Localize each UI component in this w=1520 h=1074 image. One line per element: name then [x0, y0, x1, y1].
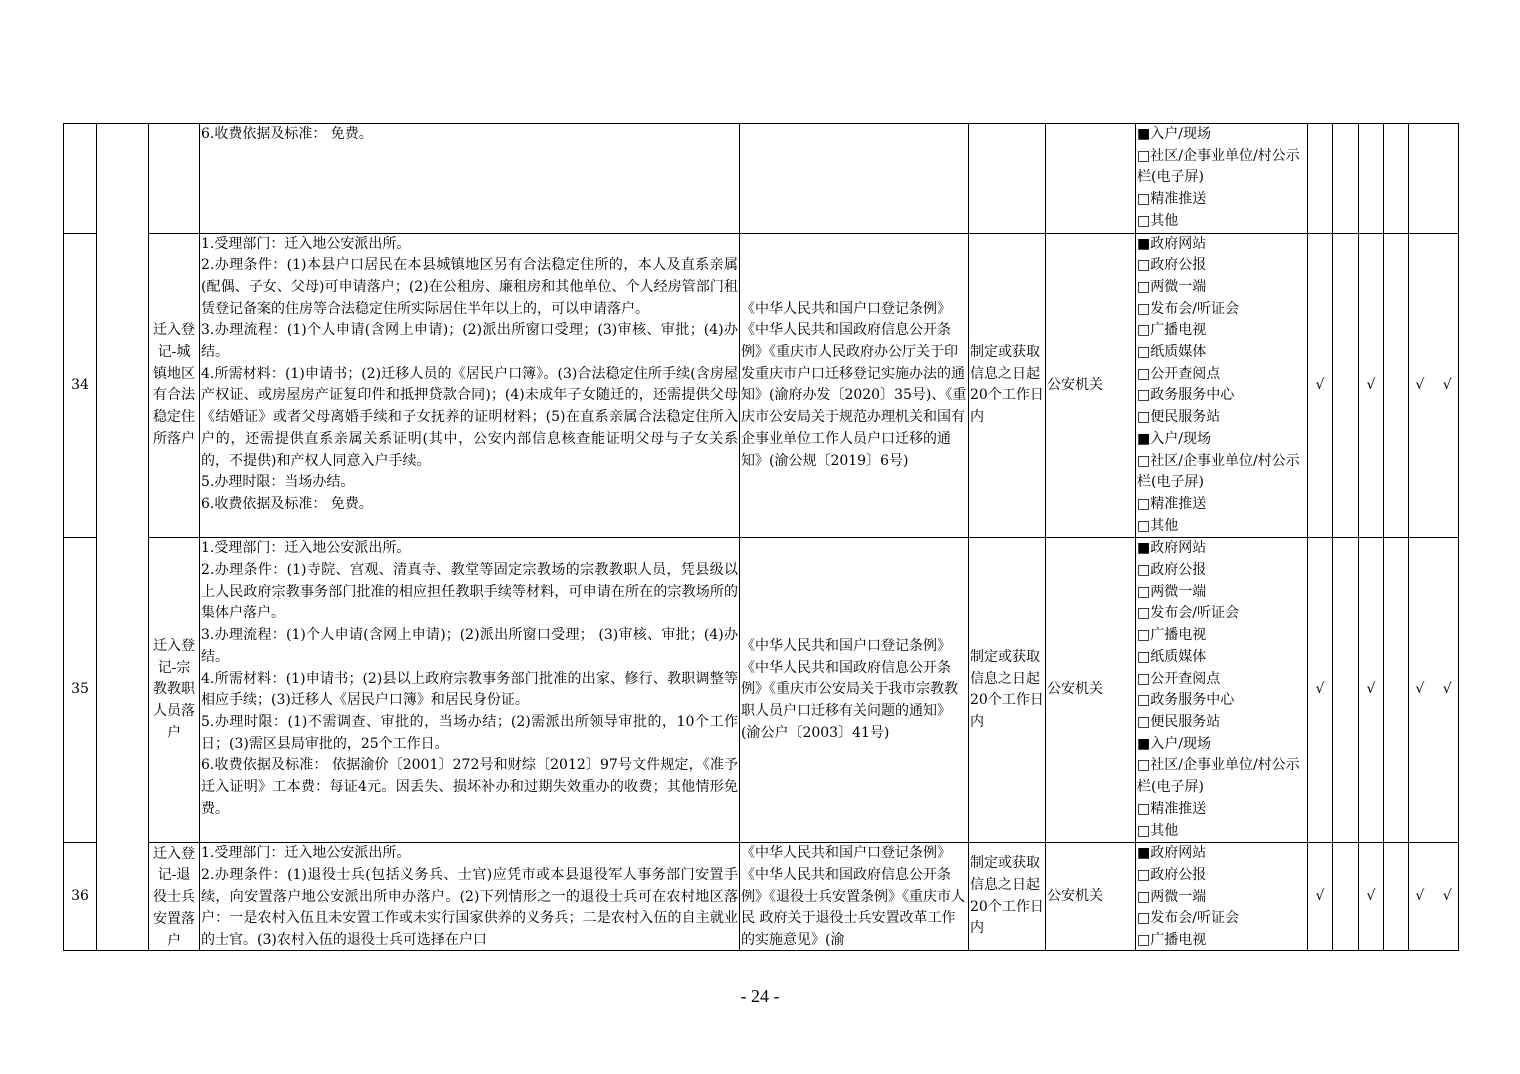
check-cell: √ √: [1409, 538, 1459, 843]
row-number: 35: [64, 538, 97, 843]
check-cell: [1333, 843, 1359, 951]
table-row: [64, 538, 1459, 843]
item-basis: 《中华人民共和国户口登记条例》《中华人民共和国政府信息公开条例》《退役士兵安置条例》《重庆市人民 政府关于退役士兵安置改革工作的实施意见》(渝: [740, 843, 969, 951]
item-subject: 公安机关: [1046, 843, 1136, 951]
item-basis: [740, 124, 969, 234]
check-cell: [1359, 124, 1384, 234]
check-cell: √: [1359, 233, 1384, 538]
item-basis: 《中华人民共和国户口登记条例》《中华人民共和国政府信息公开条例》《重庆市人民政府办公厅关于印发重庆市户口迁移登记实施办法的通知》(渝府办发〔2020〕35号)、《重庆市公安局关于规范办理机关和国有企事业单位工作人员户口迁移的通知》(渝公规〔2019〕6号): [740, 233, 969, 538]
item-name: 迁入登 记-退 役士兵 安置落 户: [149, 843, 200, 951]
page-number: - 24 -: [740, 986, 780, 1006]
check-cell: √: [1359, 538, 1384, 843]
item-channels: ■政府网站 □政府公报 □两微一端 □发布会/听证会 □广播电视 □纸质媒体 □公开查阅点 □政务服务中心 □便民服务站 ■入户/现场 □社区/企事业单位/村公示栏(电子屏) □精准推送 □其他: [1136, 538, 1308, 843]
item-content: 1.受理部门：迁入地公安派出所。 2.办理条件：(1)退役士兵(包括义务兵、士官)应凭市或本县退役军人事务部门安置手续，向安置落户地公安派出所申办落户。(2)下列情形之一的退役士兵可在农村地区落户：一是农村入伍且未安置工作或未实行国家供养的义务兵；二是农村入伍的自主就业的士官。(3)农村入伍的退役士兵可选择在户口: [200, 843, 740, 951]
check-cell: [1333, 233, 1359, 538]
item-name: [149, 124, 200, 234]
check-cell: √: [1359, 843, 1384, 951]
row-number: [64, 124, 97, 234]
item-content: 6.收费依据及标准： 免费。: [200, 124, 740, 234]
table-row: [64, 124, 1459, 234]
check-cell: √: [1308, 538, 1333, 843]
item-time: [969, 124, 1046, 234]
item-time: 制定或获取信息之日起20个工作日内: [969, 538, 1046, 843]
check-cell: [1333, 538, 1359, 843]
item-basis: 《中华人民共和国户口登记条例》《中华人民共和国政府信息公开条例》《重庆市公安局关于我市宗教教职人员户口迁移有关问题的通知》(渝公户〔2003〕41号): [740, 538, 969, 843]
item-content: 1.受理部门：迁入地公安派出所。 2.办理条件：(1)本县户口居民在本县城镇地区另有合法稳定住所的，本人及直系亲属(配偶、子女、父母)可申请落户；(2)在公租房、廉租房和其他单位、个人经房管部门租赁登记备案的住房等合法稳定住所实际居住半年以上的，可以申请落户。 3.办理流程：(1)个人申请(含网上申请)；(2)派出所窗口受理；(3)审核、审批；(4)办结。 4.所需材料：(1)申请书；(2)迁移人员的《居民户口簿》。(3)合法稳定住所手续(含房屋产权证、或房屋房产证复印件和抵押贷款合同)；(4)未成年子女随迁的，还需提供父母《结婚证》或者父母离婚手续和子女抚养的证明材料；(5)在直系亲属合法稳定住所入户的，还需提供直系亲属关系证明(其中，公安内部信息核查能证明父母与子女关系的，不提供)和产权人同意入户手续。 5.办理时限：当场办结。 6.收费依据及标准： 免费。: [200, 233, 740, 538]
row-number: 34: [64, 233, 97, 538]
item-subject: [1046, 124, 1136, 234]
item-channels: ■入户/现场 □社区/企事业单位/村公示栏(电子屏) □精准推送 □其他: [1136, 124, 1308, 234]
row-number: 36: [64, 843, 97, 951]
check-cell: [1384, 124, 1409, 234]
check-cell: √: [1308, 843, 1333, 951]
item-time: 制定或获取信息之日起20个工作日内: [969, 233, 1046, 538]
check-cell: √ √: [1409, 233, 1459, 538]
check-cell: [1384, 843, 1409, 951]
item-name: 迁入登 记-宗 教教职 人员落 户: [149, 538, 200, 843]
item-name: 迁入登 记-城 镇地区 有合法 稳定住 所落户: [149, 233, 200, 538]
check-cell: [1384, 233, 1409, 538]
table-row: [64, 233, 1459, 538]
item-subject: 公安机关: [1046, 233, 1136, 538]
check-cell: √ √: [1409, 843, 1459, 951]
item-subject: 公安机关: [1046, 538, 1136, 843]
item-channels: ■政府网站 □政府公报 □两微一端 □发布会/听证会 □广播电视: [1136, 843, 1308, 951]
check-cell: [1308, 124, 1333, 234]
item-channels: ■政府网站 □政府公报 □两微一端 □发布会/听证会 □广播电视 □纸质媒体 □公开查阅点 □政务服务中心 □便民服务站 ■入户/现场 □社区/企事业单位/村公示栏(电子屏) □精准推送 □其他: [1136, 233, 1308, 538]
check-cell: [1333, 124, 1359, 234]
check-cell: [1384, 538, 1409, 843]
table-row: [64, 843, 1459, 951]
item-time: 制定或获取信息之日起20个工作日内: [969, 843, 1046, 951]
disclosure-table: [63, 123, 1459, 951]
check-cell: √: [1308, 233, 1333, 538]
item-content: 1.受理部门：迁入地公安派出所。 2.办理条件：(1)寺院、宫观、清真寺、教堂等固定宗教场的宗教教职人员，凭县级以上人民政府宗教事务部门批准的相应担任教职手续等材料，可申请在所在的宗教场所的集体户落户。 3.办理流程：(1)个人申请(含网上申请)；(2)派出所窗口受理； (3)审核、审批；(4)办结。 4.所需材料：(1)申请书；(2)县以上政府宗教事务部门批准的出家、修行、教职调整等相应手续；(3)迁移人《居民户口簿》和居民身份证。 5.办理时限：(1)不需调查、审批的，当场办结；(2)需派出所领导审批的，10个工作日；(3)需区县局审批的，25个工作日。 6.收费依据及标准： 依据渝价〔2001〕272号和财综〔2012〕97号文件规定，《准予迁入证明》工本费：每证4元。因丢失、损坏补办和过期失效重办的收费；其他情形免费。: [200, 538, 740, 843]
check-cell: [1409, 124, 1459, 234]
category-cell: [97, 124, 149, 951]
